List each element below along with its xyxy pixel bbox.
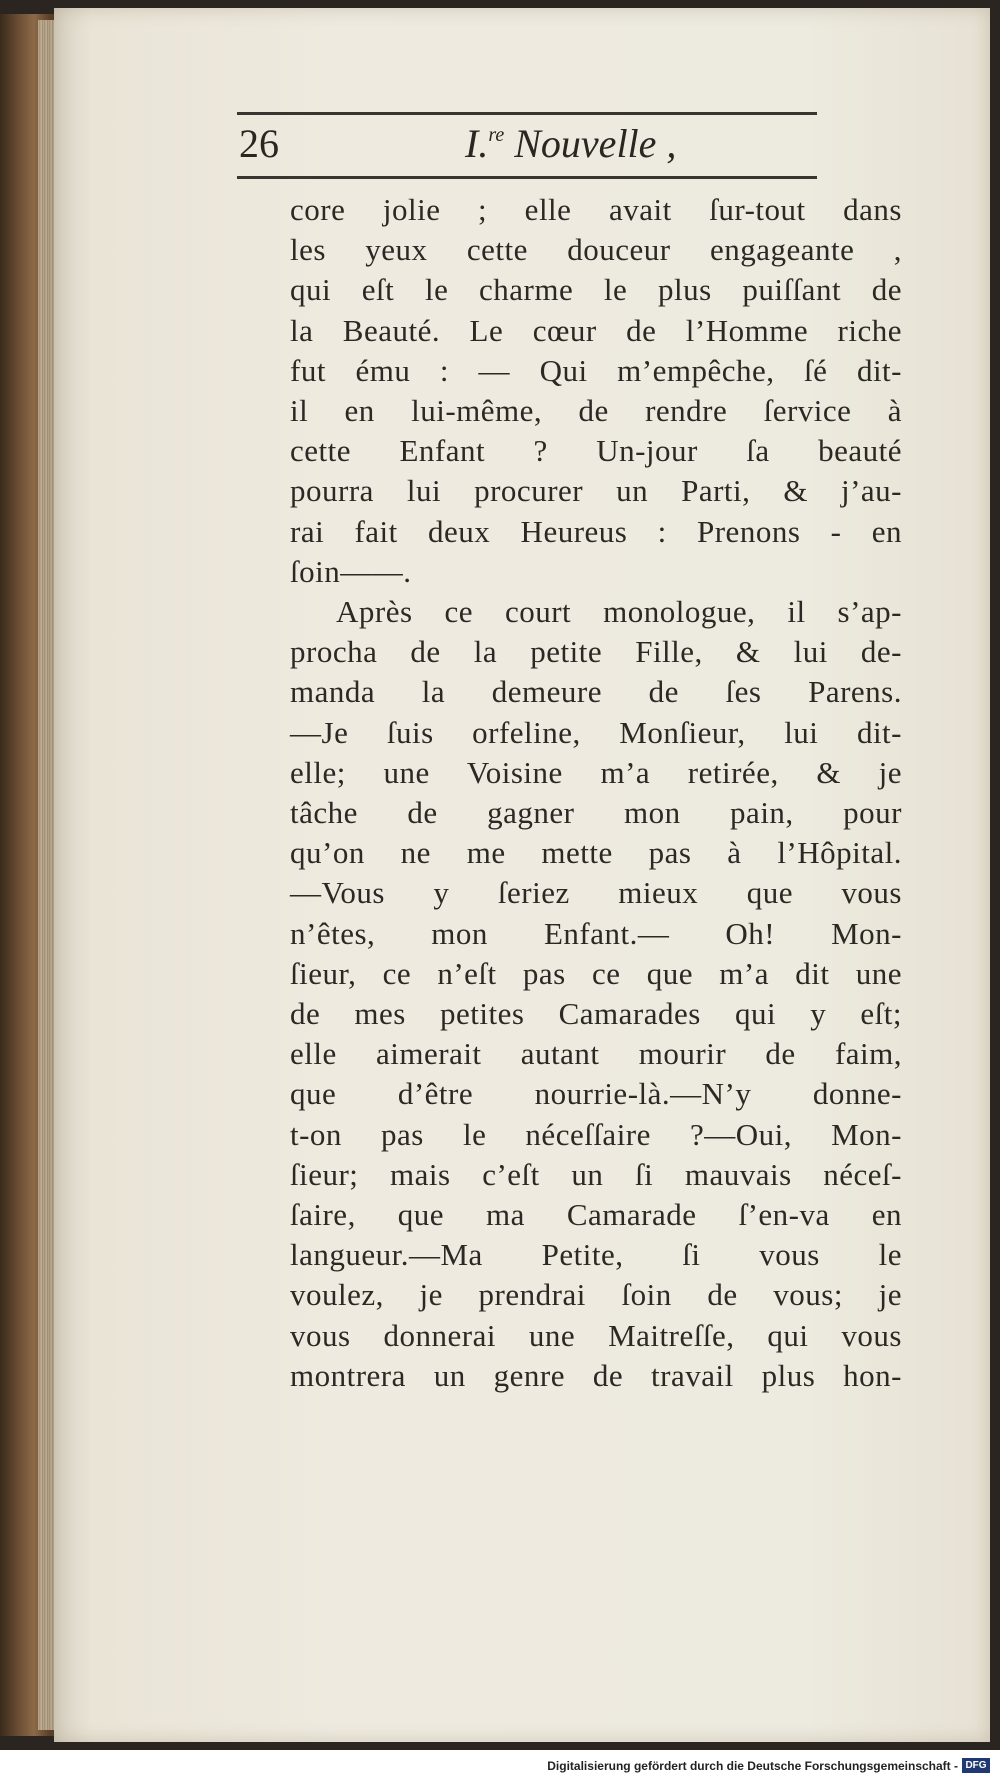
header-rule-bottom bbox=[237, 176, 817, 179]
text-line: montrera un genre de travail plus hon- bbox=[290, 1357, 902, 1393]
running-head bbox=[465, 120, 676, 167]
running-head-superscript: re bbox=[488, 124, 505, 146]
text-line: Après ce court monologue, il s’ap- bbox=[336, 594, 902, 630]
text-line: —Je ſuis orfeline, Monſieur, lui dit- bbox=[290, 714, 902, 750]
text-line: la Beauté. Le cœur de l’Homme riche bbox=[290, 312, 902, 348]
text-line: qui eſt le charme le plus puiſſant de bbox=[290, 272, 902, 308]
text-line: manda la demeure de ſes Parens. bbox=[290, 674, 902, 710]
running-head-rest: Nouvelle , bbox=[514, 121, 677, 166]
text-line: cette Enfant ? Un-jour ſa beauté bbox=[290, 433, 902, 469]
text-line: il en lui-même, de rendre ſervice à bbox=[290, 393, 902, 429]
text-line: qu’on ne me mette pas à l’Hôpital. bbox=[290, 835, 902, 871]
text-line: voulez, je prendrai ſoin de vous; je bbox=[290, 1277, 902, 1313]
text-line: de mes petites Camarades qui y eſt; bbox=[290, 996, 902, 1032]
text-line: t-on pas le néceſſaire ?—Oui, Mon- bbox=[290, 1116, 902, 1152]
body-text bbox=[290, 190, 902, 1396]
digitization-credit: Digitalisierung gefördert durch die Deutsche Forschungsgemeinschaft - bbox=[547, 1759, 958, 1773]
text-line: fut ému : — Qui m’empêche, ſé dit- bbox=[290, 352, 902, 388]
text-line: les yeux cette douceur engageante , bbox=[290, 232, 902, 268]
running-head-main: I. bbox=[465, 121, 489, 166]
text-line: elle aimerait autant mourir de faim, bbox=[290, 1036, 902, 1072]
text-line: ſoin——. bbox=[290, 553, 412, 589]
dfg-logo-icon: DFG bbox=[962, 1758, 990, 1773]
text-line: ſieur; mais c’eſt un ſi mauvais néceſ- bbox=[290, 1156, 902, 1192]
header-rule-top bbox=[237, 112, 817, 115]
text-line: vous donnerai une Maitreſſe, qui vous bbox=[290, 1317, 902, 1353]
page-number: 26 bbox=[239, 121, 279, 166]
text-line: rai fait deux Heureus : Prenons - en bbox=[290, 513, 902, 549]
page-header bbox=[237, 112, 872, 182]
text-line: pourra lui procurer un Parti, & j’au- bbox=[290, 473, 902, 509]
text-line: tâche de gagner mon pain, pour bbox=[290, 795, 902, 831]
text-line: core jolie ; elle avait ſur-tout dans bbox=[290, 192, 902, 227]
text-line: ſieur, ce n’eſt pas ce que m’a dit une bbox=[290, 955, 902, 991]
text-line: que d’être nourrie-là.—N’y donne- bbox=[290, 1076, 902, 1112]
text-line: procha de la petite Fille, & lui de- bbox=[290, 634, 902, 670]
text-line: —Vous y ſeriez mieux que vous bbox=[290, 875, 902, 911]
text-line: n’êtes, mon Enfant.— Oh! Mon- bbox=[290, 915, 902, 951]
text-line: ſaire, que ma Camarade ſ’en-va en bbox=[290, 1197, 902, 1233]
text-line: elle; une Voisine m’a retirée, & je bbox=[290, 754, 902, 790]
text-line: langueur.—Ma Petite, ſi vous le bbox=[290, 1237, 902, 1273]
digitization-footer bbox=[0, 1750, 1000, 1782]
